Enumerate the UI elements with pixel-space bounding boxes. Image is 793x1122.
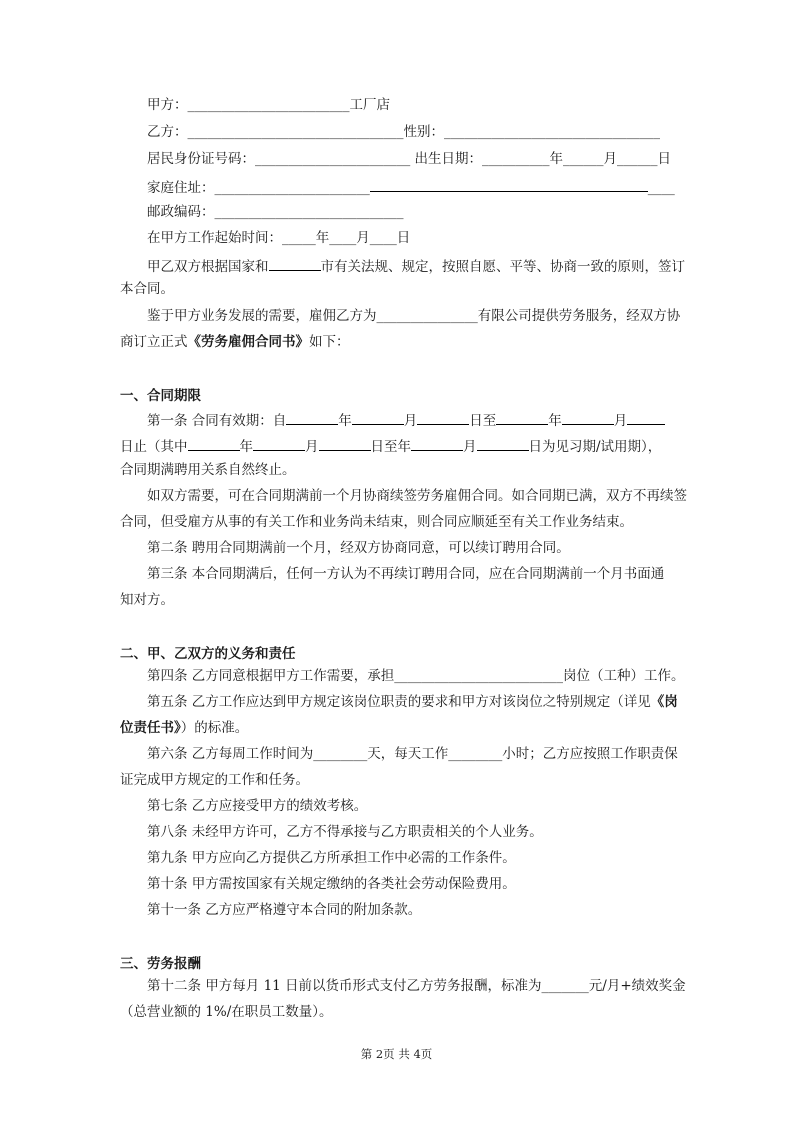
a1l2-d: 日至年 (370, 439, 411, 455)
a1-text: 第一条 合同有效期：自 (147, 413, 287, 429)
a5-text: 第五条 乙方工作应达到甲方规定该岗位职责的要求和甲方对该岗位之特别规定（详见 (147, 694, 651, 710)
intro-paragraph-1-cont: 本合同。 (120, 281, 174, 297)
blank (496, 410, 548, 425)
address-blank (370, 177, 648, 192)
blank (562, 410, 614, 425)
article-3-line-2: 知对方。 (120, 592, 174, 608)
renewal-paragraph-2: 合同，但受雇方从事的有关工作和业务尚未结束，则合同应顺延至有关工作业务结束。 (120, 514, 633, 530)
blank (286, 410, 338, 425)
a1-yr1: 年 (338, 413, 352, 429)
section-1-heading: 一、合同期限 (120, 388, 201, 404)
article-9: 第九条 甲方应向乙方提供乙方所承担工作中必需的工作条件。 (147, 850, 516, 866)
article-6-line-2: 证完成甲方规定的工作和任务。 (120, 772, 309, 788)
intro-text-a: 甲乙双方根据国家和 (147, 259, 269, 275)
article-5-line-1 (147, 693, 678, 711)
blank (188, 436, 240, 451)
section-3-heading: 三、劳务报酬 (120, 956, 201, 972)
intro-paragraph-2: 鉴于甲方业务发展的需要，雇佣乙方为_______________有限公司提供劳务服务，经双方协 (147, 308, 681, 324)
intro-text-d: 如下： (309, 334, 350, 350)
address-label: 家庭住址：_______________________ (147, 180, 370, 196)
blank (352, 410, 404, 425)
blank (417, 410, 469, 425)
a1-day1: 日至 (469, 413, 497, 429)
a5-bold: 《岗 (650, 694, 678, 710)
article-12-line-2: （总营业额的 1%/在职员工数量）。 (120, 1004, 333, 1020)
party-a-line: 甲方：________________________工厂店 (147, 97, 390, 113)
article-10: 第十条 甲方需按国家有关规定缴纳的各类社会劳动保险费用。 (147, 876, 516, 892)
postcode-line: 邮政编码：____________________________ (147, 204, 404, 220)
intro-text-c: 商订立正式 (120, 334, 188, 350)
article-2: 第二条 聘用合同期满前一个月，经双方协商同意，可以续订聘用合同。 (147, 540, 570, 556)
article-6-line-1: 第六条 乙方每周工作时间为________天，每天工作________小时；乙方应按照工作职责保 (147, 746, 678, 762)
article-7: 第七条 乙方应接受甲方的绩效考核。 (147, 798, 368, 814)
article-3-line-1: 第三条 本合同期满后，任何一方认为不再续订聘用合同，应在合同期满前一个月书面通 (147, 566, 665, 582)
a1l2-yr1: 年 (239, 439, 253, 455)
section-2-heading: 二、甲、乙双方的义务和责任 (120, 646, 296, 662)
address-tail: ____ (647, 180, 675, 196)
a5-text-2: ）的标准。 (180, 720, 249, 736)
blank (477, 436, 529, 451)
a1l2-end: 日为见习期/试用期）， (528, 439, 662, 455)
a1l2-mo1: 月 (305, 439, 319, 455)
address-line (147, 177, 675, 197)
renewal-paragraph-1: 如双方需要，可在合同期满前一个月协商续签劳务雇佣合同。如合同期已满，双方不再续签 (147, 488, 687, 504)
a1-yr2: 年 (548, 413, 562, 429)
a1l2-mo2: 月 (463, 439, 477, 455)
intro-text-b: 市有关法规、规定，按照自愿、平等、协商一致的原则，签订 (320, 259, 685, 275)
article-11: 第十一条 乙方应严格遵守本合同的附加条款。 (147, 902, 422, 918)
city-blank (269, 256, 321, 271)
blank (411, 436, 463, 451)
blank (253, 436, 305, 451)
id-dob-line: 居民身份证号码：_______________________ 出生日期：__________年______月______日 (147, 151, 672, 167)
article-8: 第八条 未经甲方许可，乙方不得承接与乙方职责相关的个人业务。 (147, 824, 543, 840)
article-12-line-1: 第十二条 甲方每月 11 日前以货币形式支付乙方劳务报酬，标准为_______元/月+绩效奖金 (147, 978, 686, 994)
blank (627, 410, 665, 425)
a1l2-text: 日止（其中 (120, 439, 188, 455)
page-footer: 第 2页 共 4页 (360, 1047, 433, 1061)
blank (319, 436, 371, 451)
a1-mo2: 月 (613, 413, 628, 429)
article-1-line-3: 合同期满聘用关系自然终止。 (120, 462, 296, 478)
article-5-line-2 (120, 719, 248, 737)
a5-bold-2: 位责任书》 (120, 720, 181, 736)
intro-paragraph-2-cont (120, 333, 350, 351)
contract-title-ref: 《劳务雇佣合同书》 (187, 334, 309, 350)
intro-paragraph-1 (147, 256, 685, 276)
party-b-line: 乙方：________________________________性别：________________________________ (147, 124, 660, 140)
article-4: 第四条 乙方同意根据甲方工作需要，承担_________________________岗位（工种）工作。 (147, 668, 685, 684)
a1-mo1: 月 (403, 413, 418, 429)
start-date-line: 在甲方工作起始时间：_____年____月____日 (147, 230, 411, 246)
article-1-line-1 (147, 410, 665, 430)
article-1-line-2 (120, 436, 661, 456)
